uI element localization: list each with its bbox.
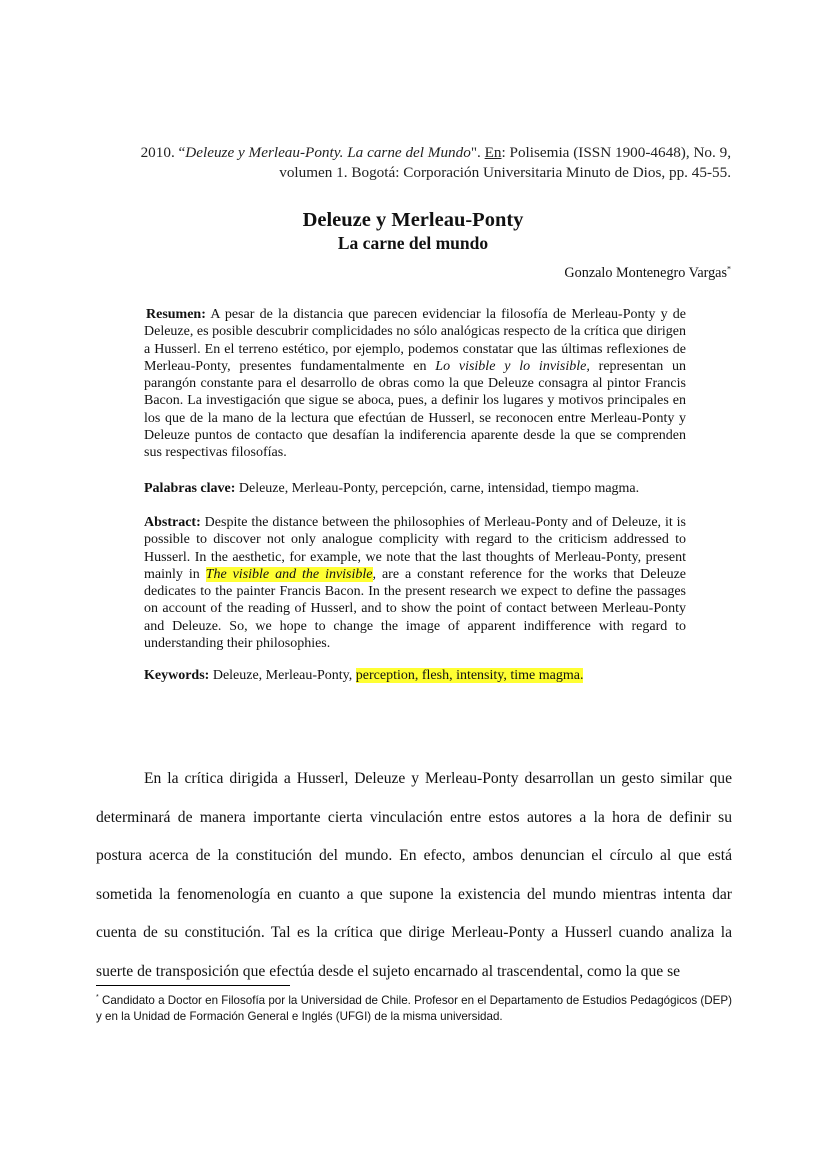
footnote — [96, 993, 732, 1025]
article-title: Deleuze y Merleau-Ponty — [302, 209, 524, 231]
abstract-italic-title: The visible and the invisible — [205, 566, 373, 582]
resumen-italic-title: Lo visible y lo invisible, — [435, 358, 590, 374]
footnote-mark: * — [96, 994, 99, 1002]
abstract-paragraph — [144, 514, 686, 652]
keywords-highlighted: perception, flesh, intensity, time magma. — [355, 668, 584, 683]
resumen-paragraph — [144, 306, 686, 462]
abstract-text-2: , are a constant reference for the works that Deleuze dedicates to the painter Francis Bacon. In the present research we expect to define the passages on account of the reading of Husserl, and to show the point of contact between Merleau-Ponty and Deleuze. So, we hope to change the image of apparent indifference with regard to understanding their philosophies. — [144, 566, 686, 652]
citation-title: Deleuze y Merleau-Ponty. La carne del Mundo — [185, 144, 471, 161]
resumen-text-1: A pesar de la distancia que parecen evidenciar la filosofía de Merleau-Ponty y de Deleuze, es posible descubrir complicidades no sólo analógicas respecto de la crítica que dirigen a Husserl. En el terreno estético, por ejemplo, podemos constatar que las últimas reflexiones de Merleau-Ponty, presentes fundamentalmente en — [144, 307, 686, 374]
citation-prefix: 2010. “ — [140, 144, 186, 161]
resumen-text-2: representan un parangón constante para el desarrollo de obras como la que Deleuze consagra al pintor Francis Bacon. La investigación que sigue se aboca, pues, a definir los lugares y motivos principales en los que de la mano de la lectura que efectúan de Husserl, se reconocen entre Merleau-Ponty y Deleuze puntos de contacto que desafían la indiferencia aparente desde la que se comprenden sus respectivas filosofías. — [144, 358, 686, 461]
keywords-label: Keywords: — [144, 668, 210, 683]
palabras-text: Deleuze, Merleau-Ponty, percepción, carne, intensidad, tiempo magma. — [235, 481, 640, 496]
citation-quote-close: ". — [470, 144, 485, 161]
citation-line2: volumen 1. Bogotá: Corporación Universitaria Minuto de Dios, pp. 45-55. — [279, 164, 731, 181]
abstract-label: Abstract: — [144, 515, 201, 530]
resumen-label: Resumen: — [146, 307, 206, 322]
palabras-label: Palabras clave: — [144, 481, 236, 496]
citation-header — [91, 143, 731, 183]
article-subtitle: La carne del mundo — [337, 233, 489, 253]
author-name: Gonzalo Montenegro Vargas — [564, 265, 727, 281]
keywords-paragraph — [144, 667, 686, 684]
citation-en: En — [484, 144, 502, 161]
abstract-text-1: Despite the distance between the philosophies of Merleau-Ponty and of Deleuze, it is possible to discover not only analogue complicity with regard to the criticism addressed to Husserl. In the aesthetic, for example, we note that the last thoughts of Merleau-Ponty, present mainly in — [144, 515, 686, 582]
footnote-divider — [96, 985, 290, 986]
citation-rest: : Polisemia (ISSN 1900-4648), No. 9, — [501, 144, 731, 161]
keywords-plain: Deleuze, Merleau-Ponty, — [209, 668, 356, 683]
palabras-clave-paragraph — [144, 480, 686, 497]
body-paragraph: En la crítica dirigida a Husserl, Deleuze y Merleau-Ponty desarrollan un gesto similar que determinará de manera importante cierta vinculación entre estos autores a la hora de definir su postura acerca de la constitución del mundo. En efecto, ambos denuncian el círculo al que está sometida la fenomenología en cuanto a que supone la existencia del mundo mientras intenta dar cuenta de su constitución. Tal es la crítica que dirige Merleau-Ponty a Husserl cuando analiza la suerte de transposición que efectúa desde el sujeto encarnado al trascendental, como la que se — [96, 770, 732, 980]
footnote-text: Candidato a Doctor en Filosofía por la Universidad de Chile. Profesor en el Departamento de Estudios Pedagógicos (DEP) y en la Unidad de Formación General e Inglés (UFGI) de la misma universidad. — [96, 994, 732, 1023]
author-line — [564, 263, 731, 283]
author-footnote-mark: * — [727, 264, 731, 274]
